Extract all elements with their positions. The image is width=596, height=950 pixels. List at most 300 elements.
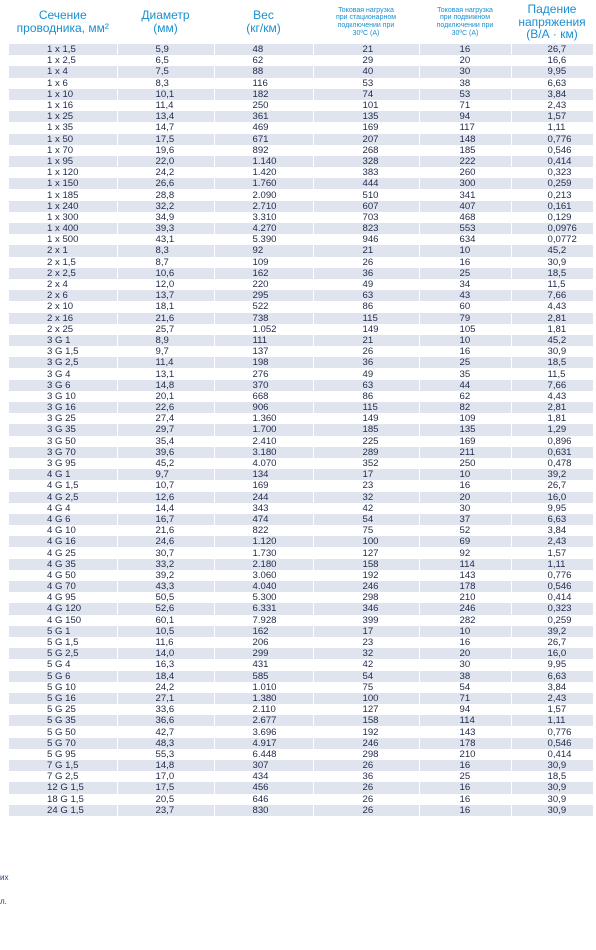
cell-current-fixed: 158 <box>313 715 419 726</box>
cell-current-mobile: 211 <box>419 447 511 458</box>
cell-diameter: 14,4 <box>117 503 214 514</box>
cell-current-mobile: 135 <box>419 424 511 435</box>
cell-current-fixed: 42 <box>313 659 419 670</box>
cell-voltage-drop: 0,259 <box>511 178 593 189</box>
cell-current-fixed: 101 <box>313 100 419 111</box>
cell-diameter: 29,7 <box>117 424 214 435</box>
cell-cross-section: 5 G 35 <box>9 715 117 726</box>
cell-current-mobile: 143 <box>419 570 511 581</box>
cell-current-mobile: 16 <box>419 480 511 491</box>
table-row <box>9 436 593 447</box>
cell-current-mobile: 79 <box>419 313 511 324</box>
cell-cross-section: 1 x 2,5 <box>9 55 117 66</box>
table-row <box>9 335 593 346</box>
cell-current-mobile: 34 <box>419 279 511 290</box>
cell-weight: 456 <box>214 782 313 793</box>
cell-weight: 169 <box>214 480 313 491</box>
table-row <box>9 615 593 626</box>
cell-cross-section: 5 G 6 <box>9 671 117 682</box>
cell-current-mobile: 16 <box>419 805 511 816</box>
cell-current-fixed: 298 <box>313 749 419 760</box>
cell-cross-section: 3 G 4 <box>9 368 117 379</box>
cell-current-fixed: 352 <box>313 458 419 469</box>
cell-current-fixed: 946 <box>313 234 419 245</box>
cell-diameter: 20,5 <box>117 794 214 805</box>
cell-weight: 1.360 <box>214 413 313 424</box>
cell-weight: 2.410 <box>214 436 313 447</box>
cell-cross-section: 3 G 2,5 <box>9 357 117 368</box>
cell-diameter: 33,6 <box>117 704 214 715</box>
cell-voltage-drop: 0,776 <box>511 570 593 581</box>
table-row <box>9 447 593 458</box>
table-row <box>9 156 593 167</box>
table-row <box>9 626 593 637</box>
cell-weight: 109 <box>214 257 313 268</box>
cell-weight: 206 <box>214 637 313 648</box>
cell-cross-section: 3 G 50 <box>9 436 117 447</box>
cell-cross-section: 2 x 10 <box>9 301 117 312</box>
cell-current-fixed: 703 <box>313 212 419 223</box>
cell-weight: 162 <box>214 268 313 279</box>
cell-current-mobile: 60 <box>419 301 511 312</box>
cell-weight: 137 <box>214 346 313 357</box>
cell-weight: 830 <box>214 805 313 816</box>
cell-current-mobile: 30 <box>419 503 511 514</box>
cell-diameter: 21,6 <box>117 525 214 536</box>
cell-diameter: 21,6 <box>117 313 214 324</box>
cell-current-fixed: 32 <box>313 492 419 503</box>
cell-current-fixed: 23 <box>313 637 419 648</box>
cell-diameter: 20,1 <box>117 391 214 402</box>
table-row <box>9 805 593 816</box>
cell-cross-section: 2 x 2,5 <box>9 268 117 279</box>
cell-diameter: 13,7 <box>117 290 214 301</box>
cell-weight: 3.696 <box>214 726 313 737</box>
cell-cross-section: 1 x 16 <box>9 100 117 111</box>
cell-current-mobile: 38 <box>419 671 511 682</box>
cell-weight: 111 <box>214 335 313 346</box>
cell-current-mobile: 62 <box>419 391 511 402</box>
cell-diameter: 34,9 <box>117 212 214 223</box>
cell-voltage-drop: 9,95 <box>511 503 593 514</box>
cell-current-fixed: 63 <box>313 380 419 391</box>
table-row <box>9 525 593 536</box>
cell-weight: 2.090 <box>214 189 313 200</box>
cell-current-mobile: 117 <box>419 122 511 133</box>
cell-cross-section: 4 G 25 <box>9 547 117 558</box>
table-row <box>9 492 593 503</box>
cell-current-fixed: 26 <box>313 257 419 268</box>
cell-voltage-drop: 26,7 <box>511 637 593 648</box>
table-row <box>9 413 593 424</box>
cell-weight: 7.928 <box>214 615 313 626</box>
cell-current-fixed: 298 <box>313 592 419 603</box>
cell-weight: 892 <box>214 145 313 156</box>
cell-weight: 2.180 <box>214 559 313 570</box>
cell-voltage-drop: 2,43 <box>511 693 593 704</box>
cell-cross-section: 2 x 6 <box>9 290 117 301</box>
cell-diameter: 24,6 <box>117 536 214 547</box>
cell-current-mobile: 16 <box>419 760 511 771</box>
cell-current-mobile: 250 <box>419 458 511 469</box>
cell-current-fixed: 40 <box>313 66 419 77</box>
cell-voltage-drop: 1,57 <box>511 547 593 558</box>
cell-current-mobile: 148 <box>419 134 511 145</box>
cell-voltage-drop: 1,11 <box>511 122 593 133</box>
table-row <box>9 682 593 693</box>
cell-cross-section: 5 G 25 <box>9 704 117 715</box>
cell-voltage-drop: 1,81 <box>511 324 593 335</box>
cell-current-fixed: 17 <box>313 469 419 480</box>
table-row <box>9 782 593 793</box>
cell-current-fixed: 100 <box>313 693 419 704</box>
cell-current-fixed: 127 <box>313 547 419 558</box>
table-row <box>9 380 593 391</box>
cell-diameter: 8,3 <box>117 78 214 89</box>
table-row <box>9 704 593 715</box>
cell-current-mobile: 222 <box>419 156 511 167</box>
cell-cross-section: 4 G 70 <box>9 581 117 592</box>
table-row <box>9 301 593 312</box>
table-row <box>9 469 593 480</box>
cell-diameter: 8,7 <box>117 257 214 268</box>
cell-current-fixed: 127 <box>313 704 419 715</box>
cell-current-fixed: 32 <box>313 648 419 659</box>
cell-diameter: 12,6 <box>117 492 214 503</box>
cell-voltage-drop: 45,2 <box>511 335 593 346</box>
table-row <box>9 391 593 402</box>
cell-current-mobile: 634 <box>419 234 511 245</box>
cell-weight: 431 <box>214 659 313 670</box>
cell-current-mobile: 143 <box>419 726 511 737</box>
cell-current-fixed: 86 <box>313 301 419 312</box>
header-voltage-drop: Падение напряжения (В/А · км) <box>511 0 593 44</box>
table-row <box>9 570 593 581</box>
cell-current-mobile: 300 <box>419 178 511 189</box>
cell-weight: 738 <box>214 313 313 324</box>
cell-cross-section: 1 x 400 <box>9 223 117 234</box>
cell-cross-section: 1 x 185 <box>9 189 117 200</box>
cell-diameter: 32,2 <box>117 201 214 212</box>
cell-cross-section: 4 G 2,5 <box>9 492 117 503</box>
table-row <box>9 715 593 726</box>
cell-voltage-drop: 26,7 <box>511 44 593 55</box>
cell-weight: 361 <box>214 111 313 122</box>
cell-cross-section: 4 G 35 <box>9 559 117 570</box>
cell-diameter: 10,7 <box>117 480 214 491</box>
cell-weight: 220 <box>214 279 313 290</box>
cell-voltage-drop: 30,9 <box>511 805 593 816</box>
cell-voltage-drop: 0,414 <box>511 749 593 760</box>
cell-voltage-drop: 1,29 <box>511 424 593 435</box>
cell-weight: 1.700 <box>214 424 313 435</box>
cell-cross-section: 2 x 1 <box>9 245 117 256</box>
cell-current-mobile: 16 <box>419 637 511 648</box>
cell-current-fixed: 63 <box>313 290 419 301</box>
cell-weight: 1.010 <box>214 682 313 693</box>
cell-voltage-drop: 7,66 <box>511 290 593 301</box>
cell-current-fixed: 115 <box>313 402 419 413</box>
cell-cross-section: 1 x 50 <box>9 134 117 145</box>
cell-current-mobile: 43 <box>419 290 511 301</box>
cell-current-mobile: 178 <box>419 581 511 592</box>
cell-diameter: 48,3 <box>117 738 214 749</box>
cell-current-fixed: 383 <box>313 167 419 178</box>
cell-voltage-drop: 2,43 <box>511 536 593 547</box>
cell-voltage-drop: 18,5 <box>511 357 593 368</box>
cell-voltage-drop: 0,323 <box>511 167 593 178</box>
cell-current-fixed: 207 <box>313 134 419 145</box>
cell-cross-section: 3 G 70 <box>9 447 117 458</box>
cell-weight: 522 <box>214 301 313 312</box>
cell-voltage-drop: 1,81 <box>511 413 593 424</box>
cell-diameter: 33,2 <box>117 559 214 570</box>
cell-current-fixed: 289 <box>313 447 419 458</box>
cell-voltage-drop: 0,259 <box>511 615 593 626</box>
cell-diameter: 5,9 <box>117 44 214 55</box>
cell-current-fixed: 21 <box>313 44 419 55</box>
table-row <box>9 167 593 178</box>
cell-cross-section: 3 G 35 <box>9 424 117 435</box>
cell-cross-section: 7 G 1,5 <box>9 760 117 771</box>
cell-diameter: 36,6 <box>117 715 214 726</box>
cell-cross-section: 1 x 10 <box>9 89 117 100</box>
cell-current-fixed: 192 <box>313 726 419 737</box>
cell-cross-section: 5 G 95 <box>9 749 117 760</box>
table-row <box>9 324 593 335</box>
cell-current-fixed: 86 <box>313 391 419 402</box>
cell-weight: 585 <box>214 671 313 682</box>
table-row <box>9 66 593 77</box>
cell-diameter: 22,6 <box>117 402 214 413</box>
cell-current-fixed: 100 <box>313 536 419 547</box>
cell-weight: 3.310 <box>214 212 313 223</box>
table-row <box>9 749 593 760</box>
cell-current-fixed: 149 <box>313 324 419 335</box>
table-row <box>9 637 593 648</box>
cell-diameter: 10,5 <box>117 626 214 637</box>
cell-cross-section: 7 G 2,5 <box>9 771 117 782</box>
cell-cross-section: 2 x 4 <box>9 279 117 290</box>
cell-weight: 299 <box>214 648 313 659</box>
cell-cross-section: 4 G 1 <box>9 469 117 480</box>
cell-current-mobile: 407 <box>419 201 511 212</box>
table-row <box>9 100 593 111</box>
cell-current-mobile: 30 <box>419 66 511 77</box>
cell-diameter: 8,9 <box>117 335 214 346</box>
cell-current-fixed: 185 <box>313 424 419 435</box>
cell-current-fixed: 23 <box>313 480 419 491</box>
cell-cross-section: 18 G 1,5 <box>9 794 117 805</box>
cell-current-fixed: 399 <box>313 615 419 626</box>
cell-diameter: 19,6 <box>117 145 214 156</box>
cell-current-mobile: 10 <box>419 626 511 637</box>
cell-current-fixed: 17 <box>313 626 419 637</box>
cell-voltage-drop: 0,0976 <box>511 223 593 234</box>
cell-voltage-drop: 0,776 <box>511 726 593 737</box>
table-row <box>9 559 593 570</box>
cell-current-fixed: 246 <box>313 581 419 592</box>
cell-weight: 88 <box>214 66 313 77</box>
cell-current-fixed: 328 <box>313 156 419 167</box>
cell-cross-section: 3 G 6 <box>9 380 117 391</box>
header-weight: Вес (кг/км) <box>214 0 313 44</box>
cell-diameter: 45,2 <box>117 458 214 469</box>
cell-diameter: 26,6 <box>117 178 214 189</box>
cell-current-fixed: 135 <box>313 111 419 122</box>
cell-cross-section: 4 G 150 <box>9 615 117 626</box>
table-row <box>9 201 593 212</box>
table-row <box>9 223 593 234</box>
cell-cross-section: 5 G 10 <box>9 682 117 693</box>
cell-weight: 1.380 <box>214 693 313 704</box>
cell-cross-section: 4 G 10 <box>9 525 117 536</box>
cell-current-mobile: 37 <box>419 514 511 525</box>
cell-cross-section: 1 x 70 <box>9 145 117 156</box>
cell-diameter: 16,3 <box>117 659 214 670</box>
table-row <box>9 268 593 279</box>
cell-weight: 1.730 <box>214 547 313 558</box>
cell-voltage-drop: 3,84 <box>511 525 593 536</box>
table-row <box>9 234 593 245</box>
cell-diameter: 9,7 <box>117 469 214 480</box>
cell-diameter: 39,6 <box>117 447 214 458</box>
cell-diameter: 24,2 <box>117 167 214 178</box>
cell-diameter: 17,5 <box>117 782 214 793</box>
table-row <box>9 189 593 200</box>
cell-diameter: 25,7 <box>117 324 214 335</box>
cell-cross-section: 2 x 25 <box>9 324 117 335</box>
cell-voltage-drop: 26,7 <box>511 480 593 491</box>
cell-voltage-drop: 9,95 <box>511 659 593 670</box>
cell-weight: 295 <box>214 290 313 301</box>
cell-cross-section: 3 G 10 <box>9 391 117 402</box>
cell-voltage-drop: 30,9 <box>511 257 593 268</box>
table-row <box>9 771 593 782</box>
cell-current-fixed: 42 <box>313 503 419 514</box>
cell-current-mobile: 71 <box>419 100 511 111</box>
cell-weight: 822 <box>214 525 313 536</box>
cell-voltage-drop: 1,11 <box>511 559 593 570</box>
cell-current-mobile: 69 <box>419 536 511 547</box>
cell-current-mobile: 16 <box>419 782 511 793</box>
cell-voltage-drop: 39,2 <box>511 469 593 480</box>
cell-voltage-drop: 30,9 <box>511 760 593 771</box>
cell-current-mobile: 52 <box>419 525 511 536</box>
cell-current-fixed: 444 <box>313 178 419 189</box>
cell-current-fixed: 346 <box>313 603 419 614</box>
cell-current-mobile: 44 <box>419 380 511 391</box>
cell-weight: 668 <box>214 391 313 402</box>
cell-diameter: 42,7 <box>117 726 214 737</box>
cell-diameter: 17,5 <box>117 134 214 145</box>
cell-current-mobile: 25 <box>419 268 511 279</box>
cell-voltage-drop: 3,84 <box>511 89 593 100</box>
cell-weight: 4.917 <box>214 738 313 749</box>
cell-diameter: 27,1 <box>117 693 214 704</box>
cell-voltage-drop: 0,546 <box>511 145 593 156</box>
cell-current-fixed: 158 <box>313 559 419 570</box>
cell-current-mobile: 10 <box>419 245 511 256</box>
cell-diameter: 39,2 <box>117 570 214 581</box>
cell-current-mobile: 25 <box>419 357 511 368</box>
table-row <box>9 671 593 682</box>
cell-weight: 244 <box>214 492 313 503</box>
cell-cross-section: 3 G 16 <box>9 402 117 413</box>
cell-diameter: 28,8 <box>117 189 214 200</box>
page-edge-fragment-2: л. <box>0 897 7 906</box>
cell-diameter: 30,7 <box>117 547 214 558</box>
cell-current-fixed: 607 <box>313 201 419 212</box>
cell-diameter: 6,5 <box>117 55 214 66</box>
cell-cross-section: 1 x 4 <box>9 66 117 77</box>
page-edge-fragment-1: их <box>0 873 9 882</box>
header-current-fixed: Токовая нагрузка при стационарном подключении при 30ºC (A) <box>313 0 419 44</box>
cell-voltage-drop: 2,81 <box>511 402 593 413</box>
table-row <box>9 659 593 670</box>
cell-diameter: 27,4 <box>117 413 214 424</box>
cell-voltage-drop: 6,63 <box>511 671 593 682</box>
cell-diameter: 60,1 <box>117 615 214 626</box>
table-row <box>9 212 593 223</box>
cell-diameter: 18,4 <box>117 671 214 682</box>
table-row <box>9 648 593 659</box>
cell-voltage-drop: 16,6 <box>511 55 593 66</box>
table-row <box>9 503 593 514</box>
cell-voltage-drop: 0,776 <box>511 134 593 145</box>
cell-cross-section: 5 G 4 <box>9 659 117 670</box>
cell-weight: 434 <box>214 771 313 782</box>
cell-diameter: 11,6 <box>117 637 214 648</box>
cell-current-mobile: 553 <box>419 223 511 234</box>
cell-voltage-drop: 16,0 <box>511 648 593 659</box>
cell-voltage-drop: 0,546 <box>511 738 593 749</box>
cell-cross-section: 4 G 95 <box>9 592 117 603</box>
cell-diameter: 43,1 <box>117 234 214 245</box>
cell-voltage-drop: 3,84 <box>511 682 593 693</box>
table-row <box>9 581 593 592</box>
cell-current-mobile: 53 <box>419 89 511 100</box>
cable-spec-table <box>9 0 594 816</box>
cell-current-fixed: 26 <box>313 794 419 805</box>
cell-diameter: 17,0 <box>117 771 214 782</box>
cell-current-fixed: 74 <box>313 89 419 100</box>
cell-weight: 2.110 <box>214 704 313 715</box>
cell-weight: 4.070 <box>214 458 313 469</box>
cell-current-mobile: 341 <box>419 189 511 200</box>
cell-weight: 1.120 <box>214 536 313 547</box>
cell-cross-section: 5 G 2,5 <box>9 648 117 659</box>
cell-current-mobile: 109 <box>419 413 511 424</box>
cell-weight: 276 <box>214 368 313 379</box>
table-row <box>9 257 593 268</box>
cell-current-mobile: 114 <box>419 715 511 726</box>
cell-cross-section: 1 x 500 <box>9 234 117 245</box>
cell-weight: 250 <box>214 100 313 111</box>
cell-cross-section: 3 G 1,5 <box>9 346 117 357</box>
cell-cross-section: 1 x 95 <box>9 156 117 167</box>
cell-weight: 671 <box>214 134 313 145</box>
cell-current-mobile: 10 <box>419 335 511 346</box>
cell-weight: 116 <box>214 78 313 89</box>
table-row <box>9 346 593 357</box>
cell-weight: 48 <box>214 44 313 55</box>
cell-current-fixed: 149 <box>313 413 419 424</box>
cell-weight: 1.052 <box>214 324 313 335</box>
cell-weight: 1.140 <box>214 156 313 167</box>
table-row <box>9 547 593 558</box>
cell-voltage-drop: 0,213 <box>511 189 593 200</box>
